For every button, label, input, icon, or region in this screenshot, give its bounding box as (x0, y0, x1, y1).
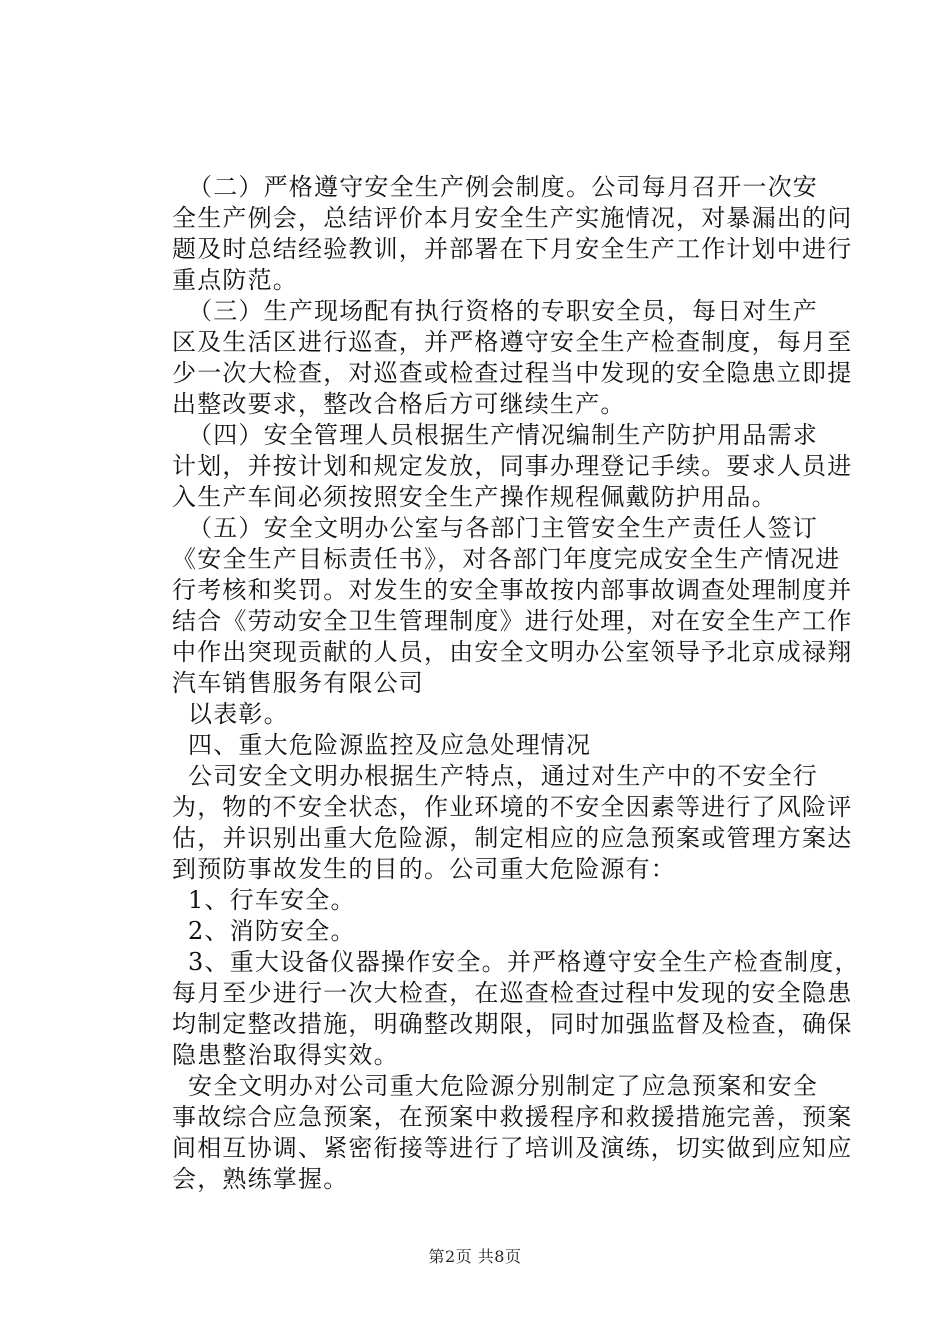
text-line: 间相互协调、紧密衔接等进行了培训及演练，切实做到应知应 (172, 1134, 853, 1162)
text-line: 中作出突现贡献的人员，由安全文明办公室领导予北京成禄翔 (172, 638, 853, 666)
text-line: 少一次大检查，对巡查或检查过程当中发现的安全隐患立即提 (172, 359, 853, 387)
text-line: 隐患整治取得实效。 (172, 1041, 399, 1069)
text-line: 均制定整改措施，明确整改期限，同时加强监督及检查，确保 (172, 1010, 853, 1038)
text-line: 为，物的不安全状态，作业环境的不安全因素等进行了风险评 (172, 793, 853, 821)
text-line: 全生产例会，总结评价本月安全生产实施情况，对暴漏出的问 (172, 204, 853, 232)
text-line: 公司安全文明办根据生产特点，通过对生产中的不安全行 (188, 762, 818, 790)
page-footer: 第2页 共8页 (428, 1247, 522, 1266)
document-body (172, 172, 860, 1195)
text-line: （三）生产现场配有执行资格的专职安全员，每日对生产 (188, 297, 818, 325)
text-line: 题及时总结经验教训，并部署在下月安全生产工作计划中进行 (172, 235, 853, 263)
text-line: 安全文明办对公司重大危险源分别制定了应急预案和安全 (188, 1072, 818, 1100)
text-line: 重点防范。 (172, 266, 298, 294)
text-line: 每月至少进行一次大检查，在巡查检查过程中发现的安全隐患 (172, 979, 853, 1007)
text-line: 计划，并按计划和规定发放，同事办理登记手续。要求人员进 (172, 452, 853, 480)
text-line: 汽车销售服务有限公司 (172, 669, 424, 697)
text-line: （二）严格遵守安全生产例会制度。公司每月召开一次安 (188, 173, 818, 201)
text-line: 1、行车安全。 (188, 886, 356, 914)
text-line: 到预防事故发生的目的。公司重大危险源有： (172, 855, 676, 883)
text-line: 估，并识别出重大危险源，制定相应的应急预案或管理方案达 (172, 824, 853, 852)
text-line: 会，熟练掌握。 (172, 1165, 349, 1193)
text-line: 事故综合应急预案，在预案中救援程序和救援措施完善，预案 (172, 1103, 853, 1131)
text-line: 《安全生产目标责任书》，对各部门年度完成安全生产情况进 (172, 545, 841, 573)
text-line: 3、重大设备仪器操作安全。并严格遵守安全生产检查制度， (188, 948, 860, 976)
text-line: 以表彰。 (188, 700, 289, 728)
text-line: 区及生活区进行巡查，并严格遵守安全生产检查制度，每月至 (172, 328, 853, 356)
text-line: 四、重大危险源监控及应急处理情况 (188, 731, 592, 759)
text-line: 行考核和奖罚。对发生的安全事故按内部事故调查处理制度并 (172, 576, 853, 604)
text-line: 出整改要求，整改合格后方可继续生产。 (172, 390, 626, 418)
text-line: 入生产车间必须按照安全生产操作规程佩戴防护用品。 (172, 483, 777, 511)
text-line: （五）安全文明办公室与各部门主管安全生产责任人签订 (188, 514, 818, 542)
text-line: 结合《劳动安全卫生管理制度》进行处理，对在安全生产工作 (172, 607, 853, 635)
text-line: 2、消防安全。 (188, 917, 356, 945)
text-line: （四）安全管理人员根据生产情况编制生产防护用品需求 (188, 421, 818, 449)
